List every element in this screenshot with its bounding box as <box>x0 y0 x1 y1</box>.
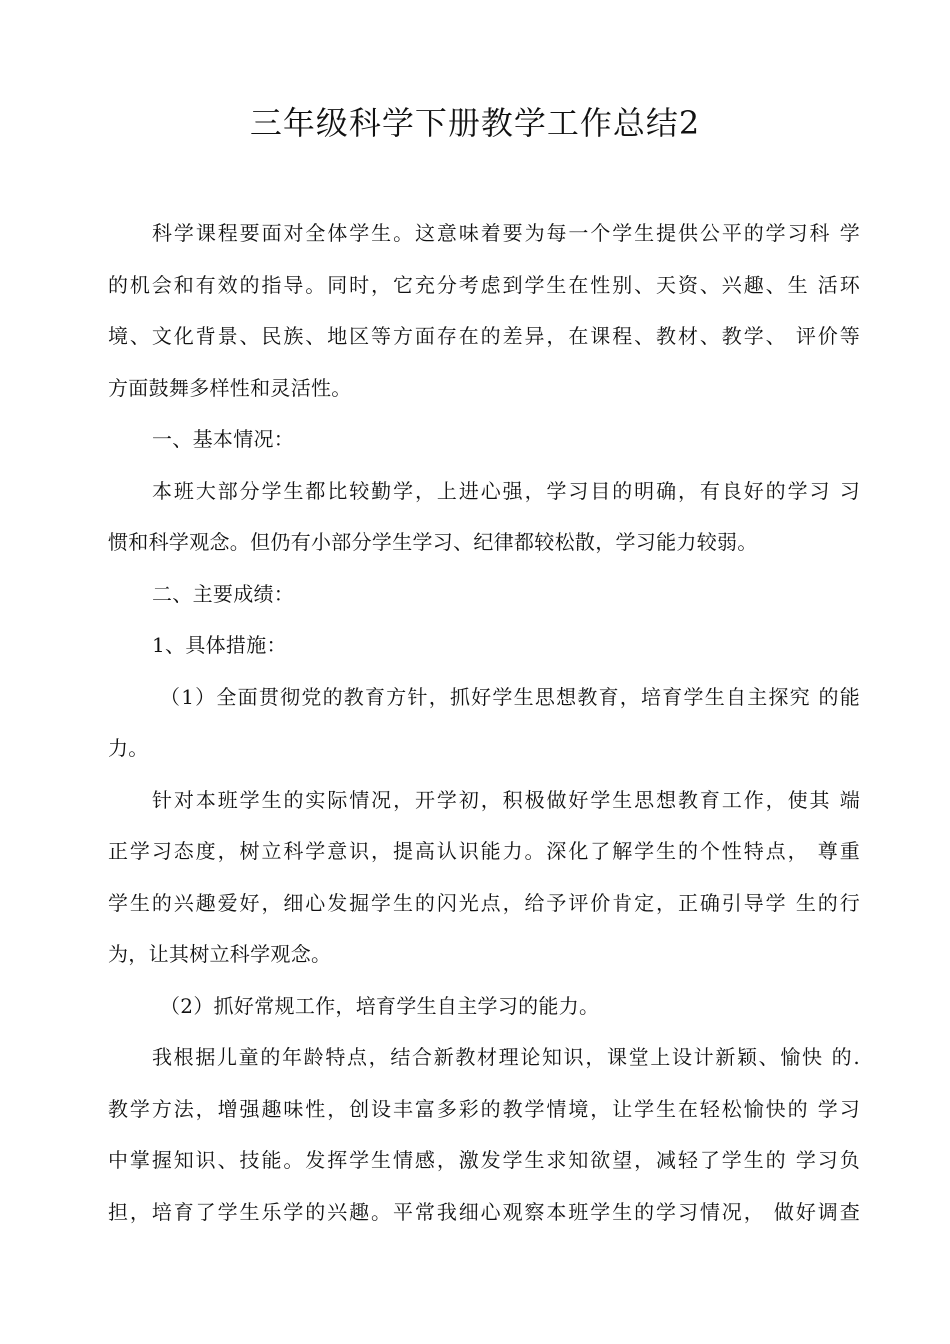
text-line: 学生的兴趣爱好，细心发掘学生的闪光点，给予评价肯定，正确引导学 生的行 <box>108 890 860 915</box>
text-line: 方面鼓舞多样性和灵活性。 <box>108 375 352 400</box>
text-line: 中掌握知识、技能。发挥学生情感，激发学生求知欲望，减轻了学生的 学习负 <box>108 1148 860 1172</box>
text-line: 正学习态度，树立科学意识，提高认识能力。深化了解学生的个性特点， 尊重 <box>108 839 860 863</box>
text-line: 的机会和有效的指导。同时，它充分考虑到学生在性别、天资、兴趣、生 活环 <box>108 272 860 297</box>
text-line: 针对本班学生的实际情况，开学初，积极做好学生思想教育工作，使其 端 <box>152 787 860 812</box>
text-line: 惯和科学观念。但仍有小部分学生学习、纪律都较松散，学习能力较弱。 <box>108 530 758 554</box>
paragraph <box>108 775 860 981</box>
text-line: 境、文化背景、民族、地区等方面存在的差异，在课程、教材、教学、 评价等 <box>108 324 860 348</box>
text-line: 为，让其树立科学观念。 <box>108 942 332 966</box>
text-line: 力。 <box>108 736 149 760</box>
text-line: 科学课程要面对全体学生。这意味着要为每一个学生提供公平的学习科 学 <box>152 221 860 245</box>
text-line: 我根据儿童的年龄特点，结合新教材理论知识，课堂上设计新颖、愉快 的. <box>152 1045 860 1069</box>
text-line: 担，培育了学生乐学的兴趣。平常我细心观察本班学生的学习情况， 做好调查 <box>108 1199 860 1224</box>
document-body <box>108 208 860 1238</box>
text-line: 二、主要成绩： <box>152 581 295 606</box>
paragraph <box>108 981 860 1033</box>
paragraph <box>108 1032 860 1238</box>
text-line: 本班大部分学生都比较勤学，上进心强，学习目的明确，有良好的学习 习 <box>152 478 860 503</box>
paragraph <box>108 208 860 414</box>
text-line: 教学方法，增强趣味性，创设丰富多彩的教学情境，让学生在轻松愉快的 学习 <box>108 1096 860 1121</box>
paragraph <box>108 672 860 775</box>
subsection-heading <box>108 620 860 672</box>
text-line: （2）抓好常规工作，培育学生自主学习的能力。 <box>160 993 600 1018</box>
document-title: 三年级科学下册教学工作总结2 <box>249 104 701 142</box>
section-heading <box>108 569 860 621</box>
text-line: 1、具体措施： <box>152 633 287 657</box>
paragraph <box>108 466 860 569</box>
text-line: 一、基本情况： <box>152 427 295 451</box>
section-heading <box>108 414 860 466</box>
text-line: （1）全面贯彻党的教育方针，抓好学生思想教育，培育学生自主探究 的能 <box>160 684 860 709</box>
